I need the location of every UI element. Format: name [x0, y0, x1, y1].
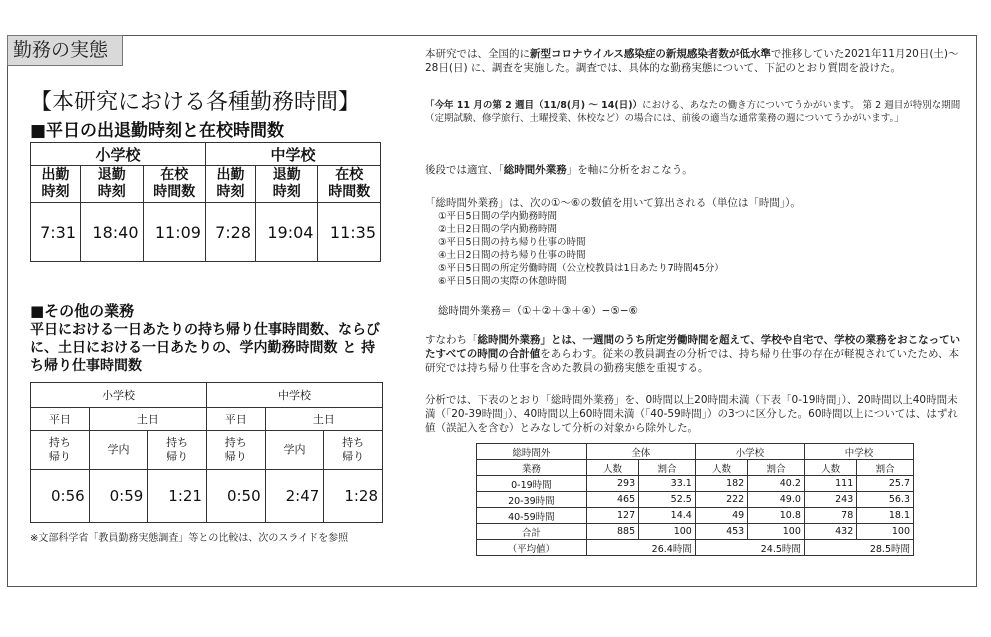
- list-item: ②土日2日間の学内勤務時間: [438, 224, 558, 235]
- row-label: 0-19時間: [477, 476, 587, 492]
- cell: 111: [804, 476, 856, 492]
- other-work-table: [30, 382, 383, 523]
- table2-day-header: 土日: [265, 408, 382, 431]
- row-label: 合計: [477, 524, 587, 540]
- table1-value: 19:04: [256, 203, 318, 262]
- table1-header-junior: 中学校: [205, 143, 380, 166]
- cell: 222: [695, 492, 747, 508]
- table1-col-header: 退勤 時刻: [81, 166, 143, 203]
- page-title: 【本研究における各種勤務時間】: [30, 90, 361, 115]
- table3-sub-header: 人数: [804, 460, 856, 476]
- table1-value: 7:28: [205, 203, 255, 262]
- table2-value: 1:28: [324, 470, 383, 523]
- table2-type: 持ち 帰り: [206, 431, 265, 470]
- table2-type: 持ち 帰り: [148, 431, 207, 470]
- table3-sub-header: 割合: [748, 460, 805, 476]
- list-item: ⑥平日5日間の実際の休憩時間: [438, 276, 567, 287]
- formula: 総時間外業務＝（①＋②＋③＋④）−⑤−⑥: [438, 305, 639, 317]
- table2-value: 2:47: [265, 470, 324, 523]
- calculation-items: [438, 210, 958, 288]
- list-item: ⑤平日5日間の所定労働時間（公立校教員は1日あたり7時間45分）: [438, 263, 724, 274]
- cell: 52.5: [639, 492, 696, 508]
- cell: 18.1: [857, 508, 914, 524]
- table2-type: 持ち 帰り: [324, 431, 383, 470]
- cell: 243: [804, 492, 856, 508]
- table3-group-header: 小学校: [695, 444, 804, 460]
- cell: 453: [695, 524, 747, 540]
- table3-group-header: 全体: [586, 444, 695, 460]
- cell: 24.5時間: [695, 540, 804, 556]
- cell: 26.4時間: [586, 540, 695, 556]
- table3-sub-header: 人数: [586, 460, 638, 476]
- cell: 465: [586, 492, 638, 508]
- table3-corner: 総時間外: [477, 444, 587, 460]
- cell: 100: [857, 524, 914, 540]
- table3-corner: 業務: [477, 460, 587, 476]
- table2-day-header: 平日: [206, 408, 265, 431]
- table1-col-header: 在校 時間数: [143, 166, 205, 203]
- cell: 100: [748, 524, 805, 540]
- table2-value: 1:21: [148, 470, 207, 523]
- table1-value: 18:40: [81, 203, 143, 262]
- cell: 56.3: [857, 492, 914, 508]
- cell: 40.2: [748, 476, 805, 492]
- weekday-heading: ■平日の出退勤時刻と在校時間数: [30, 121, 285, 141]
- table1-col-header: 出勤 時刻: [31, 166, 81, 203]
- table3-sub-header: 割合: [857, 460, 914, 476]
- table3-sub-header: 人数: [695, 460, 747, 476]
- table3-group-header: 中学校: [804, 444, 913, 460]
- table1-col-header: 在校 時間数: [318, 166, 381, 203]
- other-work-description: 平日における一日あたりの持ち帰り仕事時間数、ならびに、土日における一日あたりの、学内勤務時間数 と 持ち帰り仕事時間数: [30, 322, 380, 374]
- table1-value: 11:09: [143, 203, 205, 262]
- list-item: ③平日5日間の持ち帰り仕事の時間: [438, 237, 586, 248]
- cell: 293: [586, 476, 638, 492]
- cell: 49.0: [748, 492, 805, 508]
- table-row: [477, 508, 914, 524]
- cell: 28.5時間: [804, 540, 913, 556]
- cell: 14.4: [639, 508, 696, 524]
- section-tag: 勤務の実態: [7, 35, 123, 66]
- row-label: （平均値）: [477, 540, 587, 556]
- list-item: ④土日2日間の持ち帰り仕事の時間: [438, 250, 586, 261]
- cell: 127: [586, 508, 638, 524]
- definition-paragraph: すなわち「総時間外業務」とは、一週間のうち所定労働時間を超えて、学校や自宅で、学校の業務をおこなっていたすべての時間の合計値をあらわす。従来の教員調査の分析では、持ち帰り仕事の存在が軽視されていたため、本研究では持ち帰り仕事を含めた教員の勤務実態を重視する。: [425, 334, 961, 374]
- table2-type: 持ち 帰り: [31, 431, 90, 470]
- table2-value: 0:56: [31, 470, 90, 523]
- list-item: ①平日5日間の学内勤務時間: [438, 211, 558, 222]
- row-label: 20-39時間: [477, 492, 587, 508]
- cell: 78: [804, 508, 856, 524]
- table2-header-junior: 中学校: [206, 383, 382, 408]
- table1-col-header: 退勤 時刻: [256, 166, 318, 203]
- cell: 49: [695, 508, 747, 524]
- cell: 885: [586, 524, 638, 540]
- survey-question: 「今年 11 月の第 2 週目（11/8(月) 〜 14(日)）における、あなたの働き方についてうかがいます。 第 2 週目が特別な期間（定期試験、修学旅行、土曜授業、休校など）の場合には、前後の適当な通常業務の週についてうかがいます。」: [425, 100, 961, 124]
- table1-col-header: 出勤 時刻: [205, 166, 255, 203]
- table2-day-header: 土日: [89, 408, 206, 431]
- cell: 10.8: [748, 508, 805, 524]
- cell: 100: [639, 524, 696, 540]
- overtime-distribution-table: [476, 443, 914, 556]
- cell: 33.1: [639, 476, 696, 492]
- table-row: [477, 492, 914, 508]
- cell: 25.7: [857, 476, 914, 492]
- table-row: [477, 540, 914, 556]
- intro-paragraph: 本研究では、全国的に新型コロナウイルス感染症の新規感染者数が低水準で推移していた2021年11月20日(土)〜28日(日) に、調査を実施した。調査では、具体的な勤務実態について、下記のとおり質問を設けた。: [425, 48, 959, 74]
- table-row: [477, 476, 914, 492]
- calculation-intro: 「総時間外業務」は、次の①〜⑥の数値を用いて算出される（単位は「時間」）。: [425, 197, 801, 209]
- weekday-time-table: [30, 142, 381, 262]
- table2-day-header: 平日: [31, 408, 90, 431]
- other-work-heading: ■その他の業務: [30, 302, 135, 320]
- table2-header-elementary: 小学校: [31, 383, 207, 408]
- cell: 432: [804, 524, 856, 540]
- footnote: ※文部科学省「教員勤務実態調査」等との比較は、次のスライドを参照: [30, 533, 349, 544]
- classification-paragraph: 分析では、下表のとおり「総時間外業務」を、0時間以上20時間未満（下表「0-19時間」）、20時間以上40時間未満（「20-39時間」）、40時間以上60時間未満（「40-59時間」）の3つに区分した。60時間以上については、はずれ値（誤記入を含む）とみなして分析の対象から除外した。: [425, 394, 958, 434]
- table2-value: 0:59: [89, 470, 148, 523]
- row-label: 40-59時間: [477, 508, 587, 524]
- analysis-axis-paragraph: 後段では適宜、「総時間外業務」を軸に分析をおこなう。: [425, 164, 693, 176]
- table2-type: 学内: [89, 431, 148, 470]
- table1-header-elementary: 小学校: [31, 143, 206, 166]
- table2-value: 0:50: [206, 470, 265, 523]
- table1-value: 7:31: [31, 203, 81, 262]
- table-row: [477, 524, 914, 540]
- table2-type: 学内: [265, 431, 324, 470]
- table1-value: 11:35: [318, 203, 381, 262]
- table3-sub-header: 割合: [639, 460, 696, 476]
- cell: 182: [695, 476, 747, 492]
